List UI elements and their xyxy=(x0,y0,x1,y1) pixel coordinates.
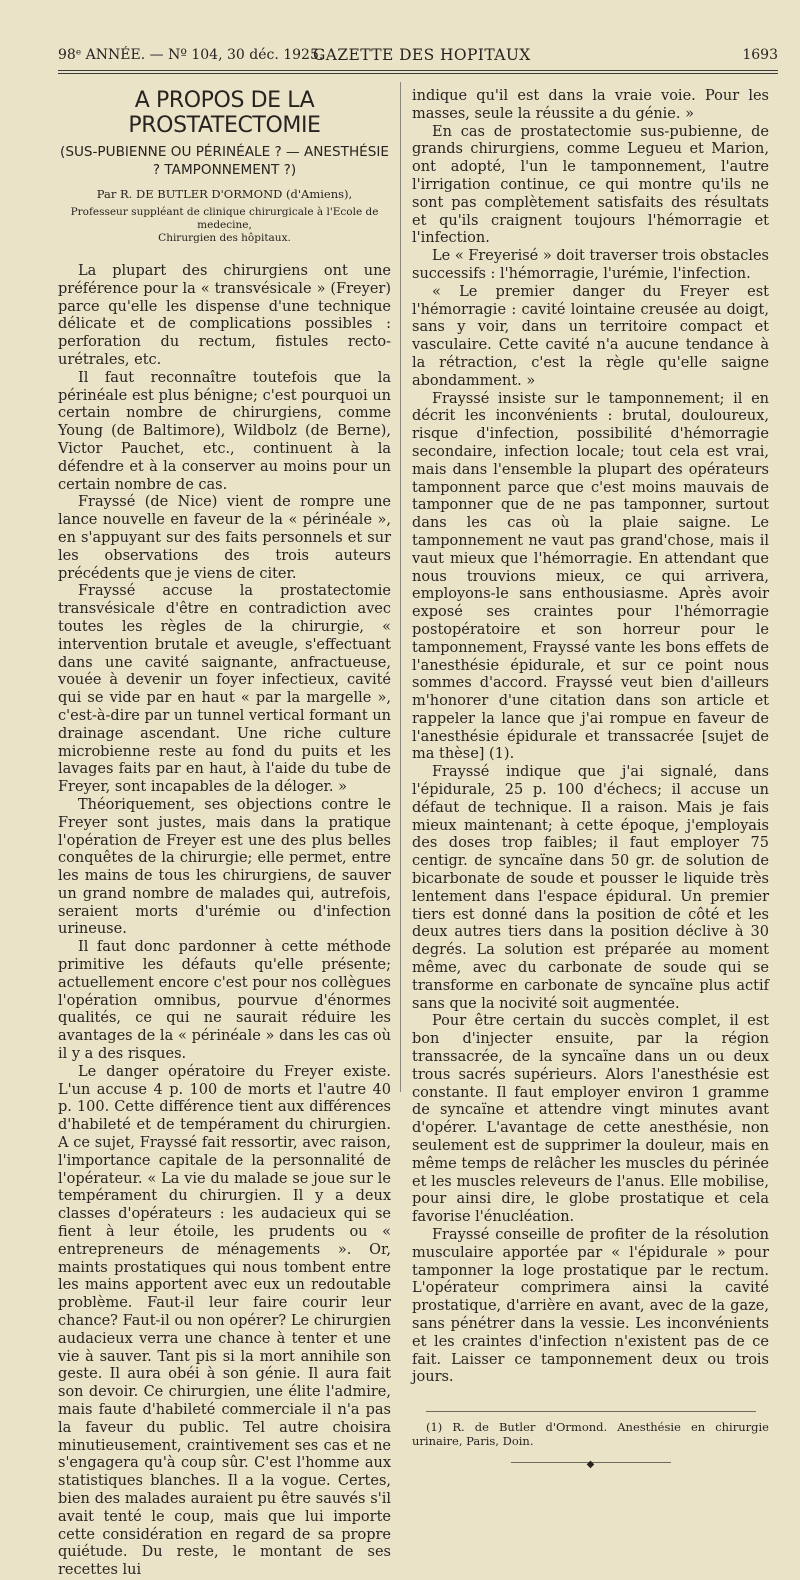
footnote-rule xyxy=(426,1411,756,1412)
paragraph: Il faut donc pardonner à cette méthode primitive les défauts qu'elle présente; actuellement encore c'est pour nos collègues l'opération omnibus, pourvue d'énormes qualités, ce qui ne saurait réduire les avantages de la « périnéale » dans les cas où il y a des risques. xyxy=(58,939,391,1063)
paragraph: Frayssé indique que j'ai signalé, dans l'épidurale, 25 p. 100 d'échecs; il accuse un défaut de technique. Il a raison. Mais je fais mieux maintenant; à cette époque, j'employais des doses trop faibles; il faut employer 75 centigr. de syncaïne dans 50 gr. de solution de bicarbonate de soude et pousser le liquide très lentement dans l'espace épidural. Un premier tiers est donné dans la position de côté et les deux autres tiers dans la position déclive à 30 degrés. La solution est préparée au moment même, avec du carbonate de soude qui se transforme en carbonate de syncaïne plus actif sans que la nocivité soit augmentée. xyxy=(412,764,769,1012)
paragraph: Frayssé accuse la prostatectomie transvésicale d'être en contradiction avec toutes les règles de la chirurgie, « intervention brutale et aveugle, s'effectuant dans une cavité saignante, anfractueuse, vouée à devenir un foyer infectieux, cavité qui se vide par en haut « par la margelle », c'est-à-dire par un tunnel vertical formant un drainage ascendant. Une riche culture microbienne reste au fond du puits et les lavages faits par en haut, à l'aide du tube de Freyer, sont incapables de la déloger. » xyxy=(58,583,391,796)
page-header xyxy=(58,45,778,67)
column-divider xyxy=(400,82,401,1092)
end-ornament: ◆ xyxy=(511,1462,671,1467)
paragraph: « Le premier danger du Freyer est l'hémorragie : cavité lointaine creusée au doigt, sans y voir, dans un territoire compact et vasculaire. Cette cavité n'a aucune tendance à la rétraction, c'est la règle qu'elle saigne abondamment. » xyxy=(412,283,769,389)
issue-info: 98ᵉ ANNÉE. — Nº 104, 30 déc. 1925. xyxy=(58,47,324,63)
paragraph: En cas de prostatectomie sus-pubienne, de grands chirurgiens, comme Legueu et Marion, ont adopté, l'un le tamponnement, l'autre l'irrigation continue, ce qui montre qu'ils ne sont pas complètement satisfaits des résultats et qu'ils craignent toujours l'hémorragie et l'infection. xyxy=(412,123,769,247)
paragraph: Pour être certain du succès complet, il est bon d'injecter ensuite, par la région transsacrée, de la syncaïne dans un ou deux trous sacrés supérieurs. Alors l'anesthésie est constante. Il faut employer environ 1 gramme de syncaïne et attendre vingt minutes avant d'opérer. L'avantage de cette anesthésie, non seulement est de supprimer la douleur, mais en même temps de relâcher les muscles du périnée et les muscles releveurs de l'anus. Elle mobilise, pour ainsi dire, le globe prostatique et cela favorise l'énucléation. xyxy=(412,1013,769,1226)
paragraph: Il faut reconnaître toutefois que la périnéale est plus bénigne; c'est pourquoi un certain nombre de chirurgiens, comme Young (de Baltimore), Wildbolz (de Berne), Victor Pauchet, etc., continuent à la défendre et à la conserver au moins pour un certain nombre de cas. xyxy=(58,369,391,493)
affiliation-line-2: Chirurgien des hôpitaux. xyxy=(158,232,291,244)
header-rule-bottom xyxy=(58,73,778,74)
paragraph: Théoriquement, ses objections contre le Freyer sont justes, mais dans la pratique l'opération de Freyer est une des plus belles conquêtes de la chirurgie; elle permet, entre les mains de tous les chirurgiens, de sauver un grand nombre de malades qui, autrefois, seraient morts d'urémie ou d'infection urineuse. xyxy=(58,796,391,938)
article-title: A PROPOS DE LA PROSTATECTOMIE xyxy=(128,88,321,138)
header-rule-top xyxy=(58,70,778,71)
footnote: (1) R. de Butler d'Ormond. Anesthésie en chirurgie urinaire, Paris, Doin. xyxy=(412,1420,769,1449)
page-number: 1693 xyxy=(742,47,778,63)
author-affiliation xyxy=(58,206,391,245)
left-column xyxy=(58,88,391,1580)
article-author: Par R. DE BUTLER D'ORMOND (d'Amiens), xyxy=(96,187,353,201)
article-subtitle: (SUS-PUBIENNE OU PÉRINÉALE ? — ANESTHÉSIE ? TAMPONNEMENT ?) xyxy=(60,144,389,178)
paragraph: Le « Freyerisé » doit traverser trois obstacles successifs : l'hémorragie, l'urémie, l'infection. xyxy=(412,248,769,282)
left-body xyxy=(58,263,391,1580)
paragraph: La plupart des chirurgiens ont une préférence pour la « transvésicale » (Freyer) parce qu'elle les dispense d'une technique délicate et de complications possibles : perforation du rectum, fistules recto-urétrales, etc. xyxy=(58,263,391,368)
paragraph: Frayssé conseille de profiter de la résolution musculaire apportée par « l'épidurale » pour tamponner la loge prostatique par le rectum. L'opérateur comprimera ainsi la cavité prostatique, d'arrière en avant, avec de la gaze, sans pénétrer dans la vessie. Les inconvénients et les craintes d'infection n'existent pas de ce fait. Laisser ce tamponnement deux ou trois jours. xyxy=(412,1227,769,1386)
right-column xyxy=(412,88,769,1471)
paragraph: Frayssé (de Nice) vient de rompre une lance nouvelle en faveur de la « périnéale », en s'appuyant sur des faits personnels et sur les observations des trois auteurs précédents que je viens de citer. xyxy=(58,494,391,582)
paragraph-continued: indique qu'il est dans la vraie voie. Pour les masses, seule la réussite a du génie. » xyxy=(412,88,769,122)
journal-title: GAZETTE DES HOPITAUX xyxy=(313,46,531,64)
right-body xyxy=(412,88,769,1387)
paragraph: Frayssé insiste sur le tamponnement; il en décrit les inconvénients : brutal, douloureux, risque d'infection, possibilité d'hémorragie secondaire, infection locale; tout cela est vrai, mais dans l'ensemble la plupart des opérateurs tamponnent parce que c'est moins mauvais de tamponner que de ne pas tamponner, surtout dans les cas où la plaie saigne. Le tamponnement ne vaut pas grand'chose, mais il vaut mieux que l'hémorragie. En attendant que nous trouvions mieux, ce qui arrivera, employons-le sans enthousiasme. Après avoir exposé ses craintes pour l'hémorragie postopératoire et son horreur pour le tamponnement, Frayssé vante les bons effets de l'anesthésie épidurale, et sur ce point nous sommes d'accord. Frayssé veut bien d'ailleurs m'honorer d'une citation dans son article et rappeler la lance que j'ai rompue en faveur de l'anesthésie épidurale et transsacrée [sujet de ma thèse] (1). xyxy=(412,390,769,763)
affiliation-line-1: Professeur suppléant de clinique chirurgicale à l'Ecole de medecine, xyxy=(70,206,379,231)
paragraph: Le danger opératoire du Freyer existe. L'un accuse 4 p. 100 de morts et l'autre 40 p. 100. Cette différence tient aux différences d'habileté et de tempérament du chirurgien. A ce sujet, Frayssé fait ressortir, avec raison, l'importance capitale de la personnalité de l'opérateur. « La vie du malade se joue sur le tempérament du chirurgien. Il y a deux classes d'opérateurs : les audacieux qui se fient à leur étoile, les prudents ou « entrepreneurs de ménagements ». Or, maints prostatiques qui nous tombent entre les mains apportent avec eux un redoutable problème. Faut-il leur faire courir leur chance? Faut-il ou non opérer? Le chirurgien audacieux verra une chance à tenter et une vie à sauver. Tant pis si la mort annihile son geste. Il aura obéi à son génie. Il aura fait son devoir. Ce chirurgien, une élite l'admire, mais faute d'habileté commerciale il n'a pas la faveur du public. Tel autre choisira minutieusement, craintivement ses cas et ne s'engagera qu'à coup sûr. C'est l'homme aux statistiques blanches. Il a la vogue. Certes, bien des malades auraient pu être sauvés s'il avait tenté le coup, mais que lui importe cette considération en regard de sa propre quiétude. Du reste, le montant de ses recettes lui xyxy=(58,1063,391,1579)
